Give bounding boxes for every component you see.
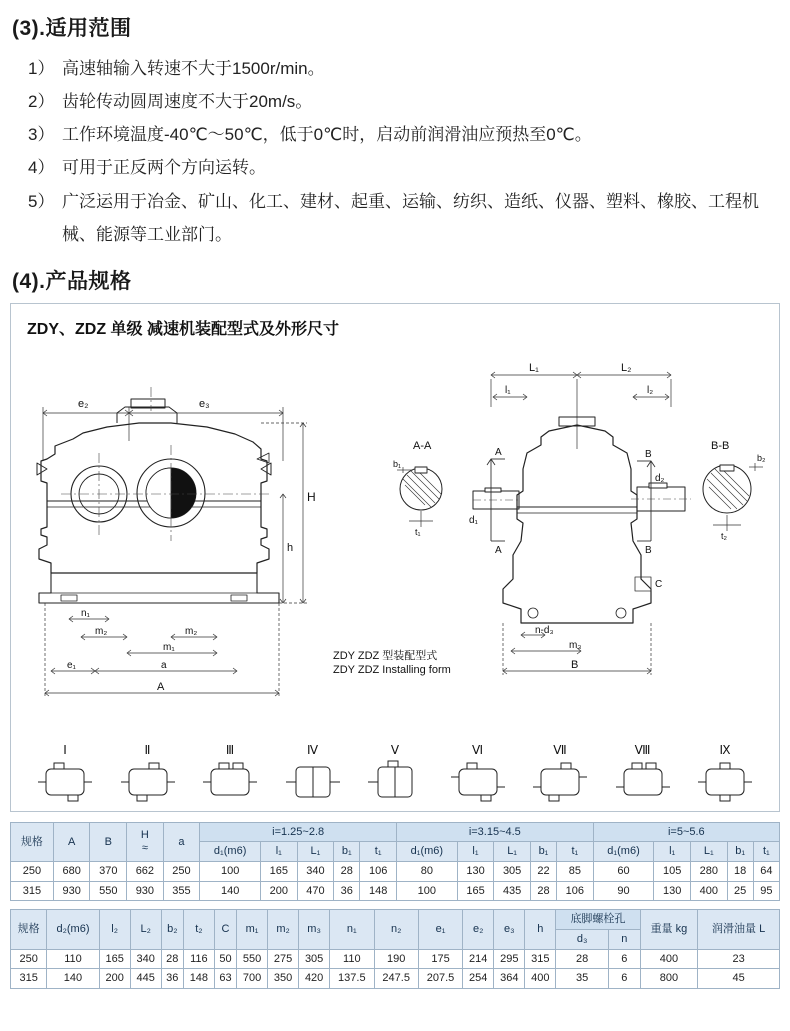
cell: 28	[556, 949, 609, 969]
variant-label: Ⅳ	[306, 742, 319, 757]
cell: 140	[200, 881, 261, 901]
svg-text:m₂: m₂	[95, 625, 108, 637]
cell: 35	[556, 969, 609, 989]
cell: 90	[593, 881, 654, 901]
cell: 60	[593, 862, 654, 882]
cell: 105	[654, 862, 691, 882]
th-sub: l₁	[261, 842, 298, 862]
variant-label: Ⅲ	[225, 742, 235, 757]
cell: 250	[11, 949, 47, 969]
th-foot-bolt-hole-group: 底脚螺栓孔	[556, 910, 640, 930]
cell: 400	[640, 949, 698, 969]
cell: 250	[11, 862, 54, 882]
variant-label: Ⅸ	[719, 742, 731, 757]
list-item	[10, 151, 780, 184]
th-ratio-group-2: i=3.15~4.5	[396, 822, 593, 842]
variant-label: Ⅷ	[634, 742, 651, 757]
cell: 200	[99, 969, 130, 989]
list-item	[10, 185, 780, 251]
svg-text:B-B: B-B	[711, 439, 730, 452]
th-C: C	[214, 910, 236, 949]
variant-item	[687, 743, 763, 805]
th-ratio-group-1: i=1.25~2.8	[200, 822, 397, 842]
th-t2: t₂	[183, 910, 214, 949]
cell: 207.5	[418, 969, 462, 989]
cell: 63	[214, 969, 236, 989]
cell: 110	[330, 949, 374, 969]
cell: 254	[463, 969, 494, 989]
th-sub: b₁	[334, 842, 360, 862]
th-h: h	[525, 910, 556, 949]
cell: 50	[214, 949, 236, 969]
variant-item	[357, 743, 433, 805]
th-H	[127, 822, 164, 861]
cell: 420	[299, 969, 330, 989]
svg-text:B: B	[645, 544, 652, 556]
cell: 137.5	[330, 969, 374, 989]
cell: 340	[130, 949, 161, 969]
svg-text:B: B	[645, 448, 652, 460]
cell: 700	[237, 969, 268, 989]
th-m1: m₁	[237, 910, 268, 949]
variant-label: Ⅶ	[553, 742, 567, 757]
th-sub: L₁	[297, 842, 334, 862]
list-item	[10, 85, 780, 118]
cell: 36	[161, 969, 183, 989]
th-L2: L₂	[130, 910, 161, 949]
th-sub-d3: d₃	[556, 930, 609, 950]
table-row	[11, 949, 780, 969]
svg-text:b₁: b₁	[393, 458, 402, 469]
svg-text:A-A: A-A	[413, 439, 432, 452]
drawing-caption-en: ZDY ZDZ Installing form	[333, 663, 451, 676]
cell: 110	[47, 949, 99, 969]
cell: 550	[237, 949, 268, 969]
cell: 800	[640, 969, 698, 989]
cell: 370	[90, 862, 127, 882]
cell: 340	[297, 862, 334, 882]
spec-box-title: ZDY、ZDZ 单级 减速机装配型式及外形尺寸	[27, 320, 339, 338]
variant-item	[440, 743, 516, 805]
svg-text:A: A	[495, 544, 502, 556]
th-l2: l₂	[99, 910, 130, 949]
svg-text:m₃: m₃	[569, 639, 582, 651]
cell: 45	[698, 969, 780, 989]
list-item-text: 工作环境温度-40℃～50℃，低于0℃时，启动前润滑油应预热至0℃。	[62, 125, 592, 145]
cell: 200	[261, 881, 298, 901]
technical-drawing	[21, 341, 769, 741]
list-item-text: 齿轮传动圆周速度不大于20m/s。	[62, 92, 313, 112]
cell: 148	[360, 881, 397, 901]
svg-text:L₂: L₂	[621, 361, 632, 374]
variant-item	[110, 743, 186, 805]
scope-section-title: (3).适用范围	[12, 17, 132, 40]
variant-label: Ⅵ	[471, 742, 484, 757]
variant-icon-6	[447, 759, 509, 805]
list-item-number: 3）	[28, 125, 55, 145]
cell: 140	[47, 969, 99, 989]
cell: 148	[183, 969, 214, 989]
cell: 23	[698, 949, 780, 969]
svg-text:b₂: b₂	[757, 452, 766, 463]
cell: 355	[163, 881, 200, 901]
th-e3: e₃	[494, 910, 525, 949]
th-sub: l₁	[457, 842, 494, 862]
svg-text:L₁: L₁	[529, 361, 539, 374]
cell: 100	[200, 862, 261, 882]
svg-text:m₁: m₁	[163, 641, 175, 653]
variant-icon-2	[117, 759, 179, 805]
cell: 350	[268, 969, 299, 989]
svg-text:B: B	[571, 658, 579, 671]
cell: 275	[268, 949, 299, 969]
assembly-variants-row	[21, 743, 769, 805]
list-item-number: 5）	[28, 191, 55, 211]
list-item-number: 2）	[28, 92, 55, 112]
svg-text:e₃: e₃	[199, 397, 210, 410]
svg-text:d₂: d₂	[655, 472, 665, 484]
cell: 106	[557, 881, 594, 901]
cell: 6	[609, 969, 641, 989]
svg-text:A: A	[495, 446, 502, 458]
variant-icon-7	[529, 759, 591, 805]
th-oil: 润滑油量 L	[698, 910, 780, 949]
cell: 550	[90, 881, 127, 901]
cell: 80	[396, 862, 457, 882]
list-item-number: 4）	[28, 158, 55, 178]
cell: 116	[183, 949, 214, 969]
th-sub: t₁	[753, 842, 779, 862]
th-sub: b₁	[530, 842, 556, 862]
list-item	[10, 118, 780, 151]
table-row	[11, 862, 780, 882]
list-item	[10, 52, 780, 85]
th-a: a	[163, 822, 200, 861]
variant-item	[522, 743, 598, 805]
th-size: 规格	[11, 910, 47, 949]
th-b2: b₂	[161, 910, 183, 949]
cell: 100	[396, 881, 457, 901]
th-n1: n₁	[330, 910, 374, 949]
cell: 64	[753, 862, 779, 882]
th-sub: l₁	[654, 842, 691, 862]
dimensions-table-2	[10, 909, 780, 989]
cell: 165	[261, 862, 298, 882]
cell: 130	[457, 862, 494, 882]
list-item-number: 1）	[28, 59, 55, 78]
variant-icon-4	[282, 759, 344, 805]
svg-text:C: C	[655, 578, 663, 590]
cell: 28	[334, 862, 360, 882]
th-e1: e₁	[418, 910, 462, 949]
cell: 28	[161, 949, 183, 969]
cell: 930	[53, 881, 90, 901]
svg-text:n-d₃: n-d₃	[535, 624, 554, 636]
list-item-text: 广泛运用于冶金、矿山、化工、建材、起重、运输、纺织、造纸、仪器、塑料、橡胶、工程机械、能源等工业部门。	[62, 191, 759, 244]
svg-text:e₁: e₁	[67, 659, 76, 671]
cell: 130	[654, 881, 691, 901]
cell: 445	[130, 969, 161, 989]
cell: 662	[127, 862, 164, 882]
th-size: 规格	[11, 822, 54, 861]
th-ratio-group-3: i=5~5.6	[593, 822, 779, 842]
dimensions-table-1	[10, 822, 780, 902]
table-row	[11, 969, 780, 989]
variant-label: Ⅱ	[144, 742, 151, 757]
cell: 295	[494, 949, 525, 969]
svg-text:t₁: t₁	[415, 526, 421, 537]
svg-text:m₂: m₂	[185, 625, 198, 637]
cell: 470	[297, 881, 334, 901]
th-sub: L₁	[691, 842, 728, 862]
cell: 280	[691, 862, 728, 882]
cell: 6	[609, 949, 641, 969]
th-n2: n₂	[374, 910, 418, 949]
cell: 305	[494, 862, 531, 882]
cell: 190	[374, 949, 418, 969]
variant-item	[275, 743, 351, 805]
svg-text:H: H	[307, 489, 316, 504]
cell: 315	[525, 949, 556, 969]
variant-item	[605, 743, 681, 805]
cell: 175	[418, 949, 462, 969]
svg-text:d₁: d₁	[469, 514, 478, 526]
list-item-text: 高速轴输入转速不大于1500r/min。	[62, 59, 325, 78]
svg-text:e₂: e₂	[78, 397, 89, 410]
variant-icon-8	[612, 759, 674, 805]
drawing-caption-cn: ZDY ZDZ 型装配型式	[333, 649, 438, 662]
cell: 22	[530, 862, 556, 882]
cell: 250	[163, 862, 200, 882]
th-H-bottom: ≈	[141, 841, 148, 854]
th-sub: b₁	[727, 842, 753, 862]
cell: 315	[11, 881, 54, 901]
cell: 680	[53, 862, 90, 882]
th-sub: d₁(m6)	[593, 842, 654, 862]
variant-icon-3	[199, 759, 261, 805]
variant-icon-9	[694, 759, 756, 805]
table-header-row	[11, 822, 780, 842]
th-sub: t₁	[360, 842, 397, 862]
th-weight: 重量 kg	[640, 910, 698, 949]
spec-drawing-box	[10, 303, 780, 812]
cell: 214	[463, 949, 494, 969]
variant-label: Ⅰ	[63, 742, 67, 757]
cell: 25	[727, 881, 753, 901]
cell: 247.5	[374, 969, 418, 989]
variant-item	[192, 743, 268, 805]
svg-text:t₂: t₂	[721, 530, 727, 541]
th-m2: m₂	[268, 910, 299, 949]
cell: 85	[557, 862, 594, 882]
cell: 165	[457, 881, 494, 901]
table-row	[11, 881, 780, 901]
th-sub: L₁	[494, 842, 531, 862]
svg-text:A: A	[157, 680, 165, 693]
cell: 930	[127, 881, 164, 901]
cell: 305	[299, 949, 330, 969]
variant-icon-1	[34, 759, 96, 805]
cell: 95	[753, 881, 779, 901]
variant-item	[27, 743, 103, 805]
cell: 400	[525, 969, 556, 989]
list-item-text: 可用于正反两个方向运转。	[62, 158, 266, 178]
cell: 435	[494, 881, 531, 901]
svg-text:h: h	[287, 541, 294, 554]
th-m3: m₃	[299, 910, 330, 949]
th-H-top: H	[140, 829, 149, 842]
spec-section-title: (4).产品规格	[12, 269, 132, 293]
th-sub: d₁(m6)	[200, 842, 261, 862]
svg-text:a: a	[161, 659, 167, 671]
cell: 106	[360, 862, 397, 882]
variant-icon-5	[364, 759, 426, 805]
th-sub: d₁(m6)	[396, 842, 457, 862]
th-A: A	[53, 822, 90, 861]
cell: 165	[99, 949, 130, 969]
th-B: B	[90, 822, 127, 861]
gearbox-drawing-svg	[21, 341, 769, 739]
cell: 36	[334, 881, 360, 901]
svg-text:n₁: n₁	[81, 607, 90, 619]
scope-list	[10, 52, 780, 251]
cell: 28	[530, 881, 556, 901]
variant-label: Ⅴ	[390, 742, 400, 757]
svg-text:l₂: l₂	[647, 384, 654, 396]
cell: 400	[691, 881, 728, 901]
th-sub-n: n	[609, 930, 641, 950]
th-d2: d₂(m6)	[47, 910, 99, 949]
cell: 364	[494, 969, 525, 989]
svg-text:l₁: l₁	[505, 384, 511, 396]
cell: 18	[727, 862, 753, 882]
th-e2: e₂	[463, 910, 494, 949]
table-header-row	[11, 910, 780, 930]
th-sub: t₁	[557, 842, 594, 862]
cell: 315	[11, 969, 47, 989]
